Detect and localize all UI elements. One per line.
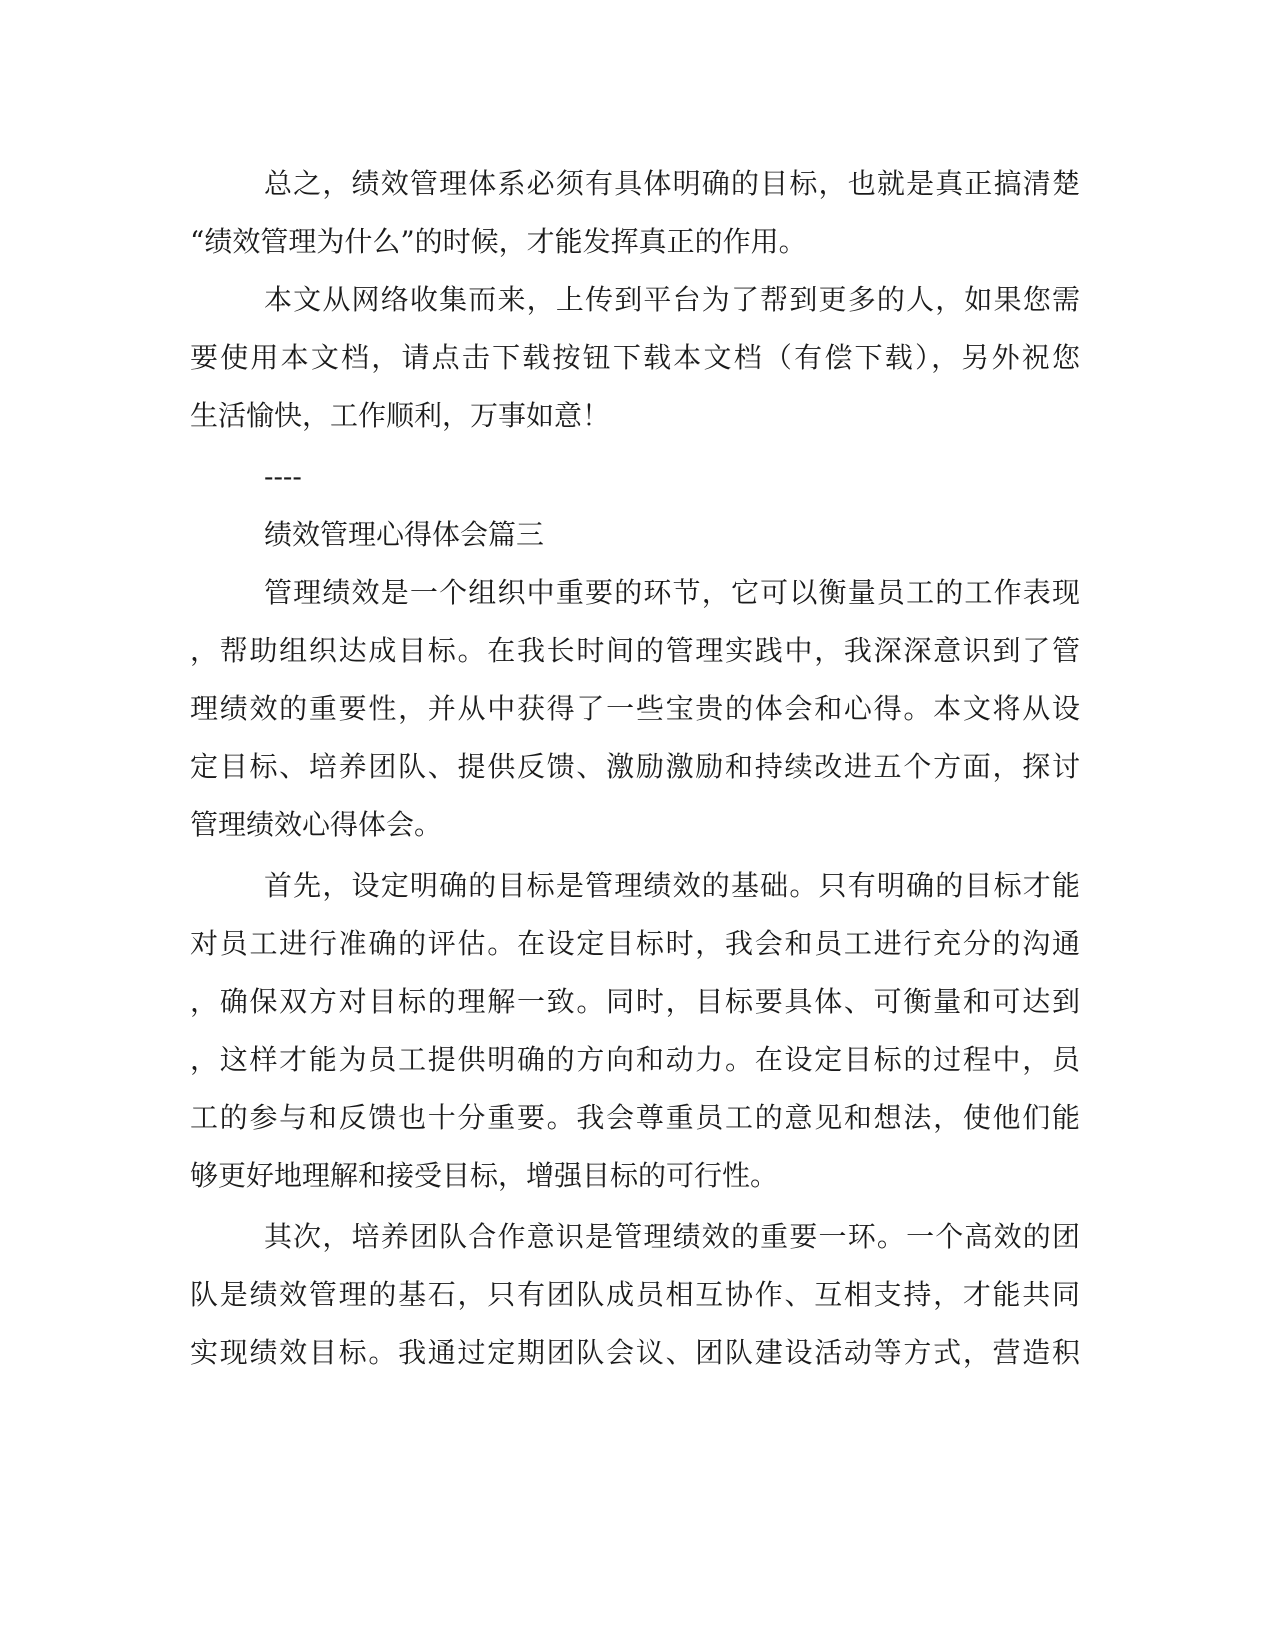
paragraph-line: ，这样才能为员工提供明确的方向和动力。在设定目标的过程中，员 [190, 1043, 1080, 1076]
paragraph-line: 管理绩效心得体会。 [190, 808, 443, 841]
paragraph-line: 理绩效的重要性，并从中获得了一些宝贵的体会和心得。本文将从设 [190, 692, 1080, 725]
paragraph-line: 实现绩效目标。我通过定期团队会议、团队建设活动等方式，营造积 [190, 1336, 1080, 1369]
paragraph-line: 本文从网络收集而来，上传到平台为了帮到更多的人，如果您需 [264, 283, 1080, 316]
paragraph-line: 工的参与和反馈也十分重要。我会尊重员工的意见和想法，使他们能 [190, 1101, 1080, 1134]
paragraph-line: 定目标、培养团队、提供反馈、激励激励和持续改进五个方面，探讨 [190, 750, 1080, 783]
paragraph-line: 管理绩效是一个组织中重要的环节，它可以衡量员工的工作表现 [264, 576, 1080, 609]
paragraph-line: 生活愉快，工作顺利，万事如意！ [190, 399, 611, 432]
paragraph-line: “绩效管理为什么”的时候，才能发挥真正的作用。 [190, 225, 807, 258]
paragraph-line: 队是绩效管理的基石，只有团队成员相互协作、互相支持，才能共同 [190, 1278, 1080, 1311]
paragraph-line: ，帮助组织达成目标。在我长时间的管理实践中，我深深意识到了管 [190, 634, 1080, 667]
paragraph-line: 够更好地理解和接受目标，增强目标的可行性。 [190, 1159, 779, 1192]
section-title: 绩效管理心得体会篇三 [264, 518, 545, 551]
paragraph-line: 要使用本文档，请点击下载按钮下载本文档（有偿下载），另外祝您 [190, 341, 1080, 374]
separator-line: ---- [264, 460, 302, 493]
paragraph-line: 首先，设定明确的目标是管理绩效的基础。只有明确的目标才能 [264, 869, 1080, 902]
paragraph-line: 其次，培养团队合作意识是管理绩效的重要一环。一个高效的团 [264, 1220, 1080, 1253]
paragraph-line: ，确保双方对目标的理解一致。同时，目标要具体、可衡量和可达到 [190, 985, 1080, 1018]
paragraph-line: 对员工进行准确的评估。在设定目标时，我会和员工进行充分的沟通 [190, 927, 1080, 960]
paragraph-line: 总之，绩效管理体系必须有具体明确的目标，也就是真正搞清楚 [264, 167, 1080, 200]
